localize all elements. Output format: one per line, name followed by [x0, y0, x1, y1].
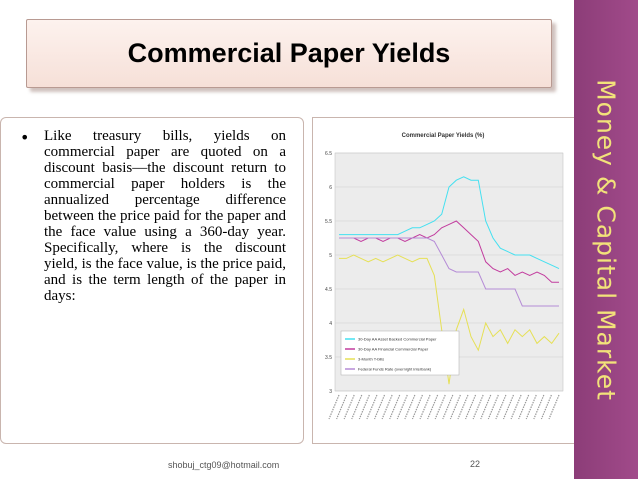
bullet-marker: •: [20, 128, 30, 147]
y-tick-label: 5: [329, 253, 332, 259]
slide-title: Commercial Paper Yields: [127, 38, 451, 68]
chart-image: [317, 123, 569, 437]
y-tick-label: 4: [329, 321, 332, 327]
y-tick-label: 4.5: [325, 287, 332, 293]
legend-label: Federal Funds Rate (overnight interbank): [358, 366, 432, 372]
y-tick-label: 3: [329, 389, 332, 395]
y-tick-label: 6.5: [325, 151, 332, 157]
legend-label: 30-Day AA Financial Commercial Paper: [358, 346, 429, 352]
yield-chart: [317, 123, 569, 437]
sidebar-label: Money & Capital Market: [591, 79, 621, 401]
chart-title: Commercial Paper Yields (%): [401, 133, 485, 139]
footer-email: shobuj_ctg09@hotmail.com: [168, 460, 280, 470]
legend-label: 30-Day AA Asset Backed Commercial Paper: [358, 336, 437, 342]
page-number: 22: [470, 459, 481, 469]
chart-legend: [341, 331, 459, 375]
slide-title-box: [26, 19, 552, 88]
body-text: Like treasury bills, yields on commercial paper are quoted on a discount basis—the discount return to commercial paper holders is the annualized percentage difference between the price paid for the paper and the face value using a 360-day year. Specifically, where is the discount yield, is the face value, is the price paid, and is the term length of the paper in days:: [44, 128, 286, 304]
legend-label: 3-Month T-bills: [358, 356, 385, 362]
y-tick-label: 3.5: [325, 355, 332, 361]
y-tick-label: 6: [329, 185, 332, 191]
bullet-paragraph: [20, 128, 286, 304]
y-tick-label: 5.5: [325, 219, 332, 225]
